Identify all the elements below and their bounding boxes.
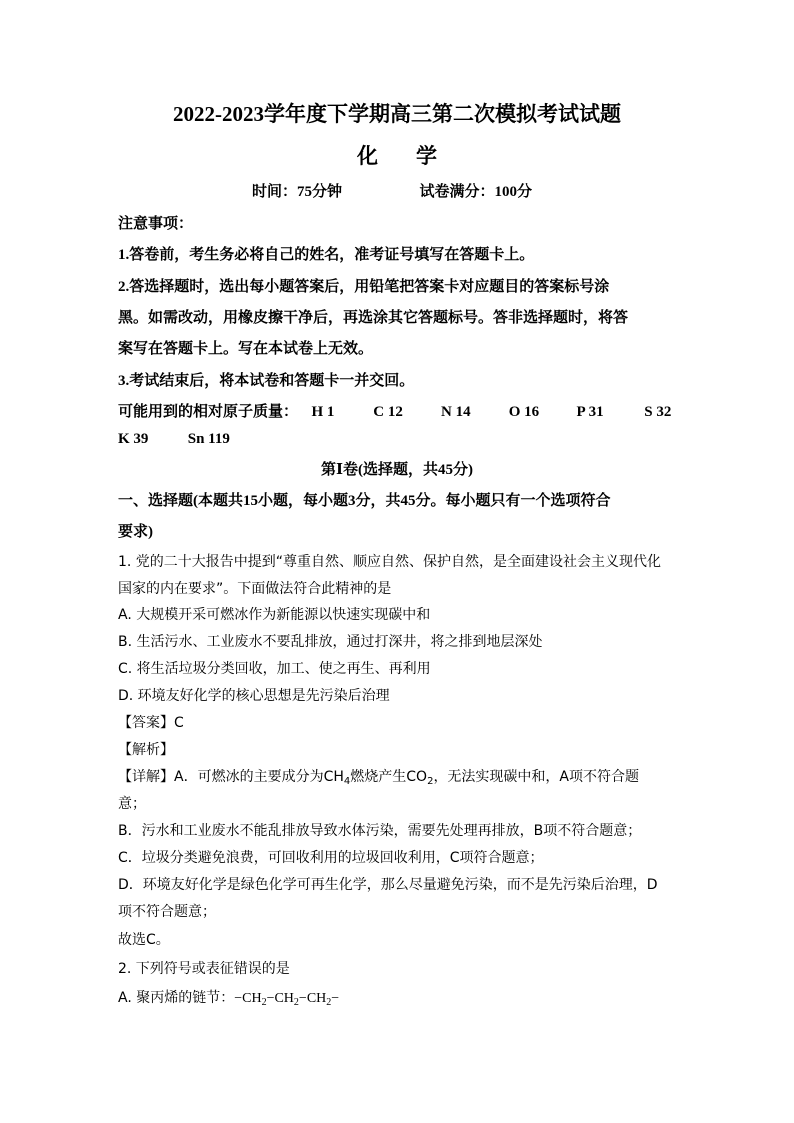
q1-answer: 【答案】C [118, 715, 184, 731]
atomic-mass-k: K 39 [118, 431, 149, 447]
atomic-mass-line-2 [118, 431, 230, 448]
ch4-subscript: 4 [343, 776, 351, 787]
atomic-mass-label: 可能用到的相对原子质量： [118, 404, 299, 420]
q1-option-d: D. 环境友好化学的核心思想是先污染后治理 [118, 688, 390, 704]
notice-item-3: 3.考试结束后，将本试卷和答题卡一并交回。 [118, 373, 415, 389]
exam-time-info [252, 180, 532, 201]
chain-group-1: −CH [234, 991, 262, 1006]
q1-detail-b: B．污水和工业废水不能乱排放导致水体污染，需要先处理再排放，B项不符合题意； [118, 823, 642, 839]
q1-option-b: B. 生活污水、工业废水不要乱排放，通过打深井，将之排到地层深处 [118, 634, 543, 650]
chain-sub-1: 2 [261, 997, 267, 1008]
atomic-mass-s: S 32 [644, 404, 672, 420]
co2-subscript: 2 [427, 776, 434, 787]
atomic-mass-c: C 12 [373, 404, 403, 420]
atomic-mass-sn: Sn 119 [187, 431, 230, 447]
exam-title: 2022-2023学年度下学期高三第二次模拟考试试题 [173, 102, 621, 126]
part-heading-line-2: 要求) [118, 524, 153, 540]
q1-option-c: C. 将生活垃圾分类回收，加工、使之再生、再利用 [118, 661, 431, 677]
notice-item-2-line-2: 黑。如需改动，用橡皮擦干净后，再选涂其它答题标号。答非选择题时，将答 [118, 310, 629, 326]
q1-stem-line-1: 1. 党的二十大报告中提到“尊重自然、顺应自然、保护自然，是全面建设社会主义现代化 [118, 554, 662, 570]
chain-group-2: −CH [266, 991, 294, 1006]
part-heading-line-1: 一、选择题(本题共15小题，每小题3分，共45分。每小题只有一个选项符合 [118, 493, 611, 509]
q1-stem-line-2: 国家的内在要求”。下面做法符合此精神的是 [118, 581, 392, 597]
atomic-mass-o: O 16 [508, 404, 540, 420]
q2-stem: 2. 下列符号或表征错误的是 [118, 961, 290, 977]
chain-group-3: −CH [298, 991, 327, 1006]
q1-analysis-label: 【解析】 [118, 742, 174, 758]
chain-sub-3: 2 [326, 997, 332, 1008]
exam-time: 时间：75分钟 [252, 184, 343, 200]
notice-item-2-line-3: 案写在答题卡上。写在本试卷上无效。 [118, 341, 374, 357]
q1-detail-a-line-2: 意； [118, 796, 146, 812]
q1-detail-a-text-2: 燃烧产生CO [350, 769, 428, 785]
subject-title: 化学 [357, 144, 475, 168]
atomic-mass-h: H 1 [311, 404, 335, 420]
atomic-mass-line-1 [118, 400, 671, 421]
notice-item-1: 1.答卷前，考生务必将自己的姓名，准考证号填写在答题卡上。 [118, 247, 535, 263]
notice-heading: 注意事项： [118, 216, 194, 232]
q1-detail-d-line-2: 项不符合题意； [118, 904, 216, 920]
exam-full-score: 试卷满分：100分 [419, 184, 533, 200]
q1-detail-a-text-1: 【详解】A．可燃冰的主要成分为CH [118, 769, 344, 785]
repeat-unit-formula [234, 991, 339, 1006]
volume-title: 第Ⅰ卷(选择题，共45分) [320, 462, 473, 478]
q1-option-a: A. 大规模开采可燃冰作为新能源以快速实现碳中和 [118, 607, 431, 623]
q1-conclusion: 故选C。 [118, 932, 170, 948]
q1-detail-c: C．垃圾分类避免浪费，可回收利用的垃圾回收利用，C项符合题意； [118, 850, 544, 866]
chain-sub-2: 2 [293, 997, 299, 1008]
atomic-mass-p: P 31 [576, 404, 604, 420]
atomic-mass-n: N 14 [441, 404, 471, 420]
q1-detail-a-text-3: ，无法实现碳中和，A项不符合题 [433, 769, 640, 785]
q2-option-a-label: A. 聚丙烯的链节： [118, 990, 235, 1006]
q1-detail-d-line-1: D．环境友好化学是绿色化学可再生化学，那么尽量避免污染，而不是先污染后治理，D [118, 877, 658, 893]
q1-detail-a-line-1 [118, 766, 639, 786]
chain-end-dash: − [331, 991, 340, 1006]
notice-item-2-line-1: 2.答选择题时，选出每小题答案后，用铅笔把答案卡对应题目的答案标号涂 [118, 279, 610, 295]
q2-option-a [118, 987, 339, 1007]
